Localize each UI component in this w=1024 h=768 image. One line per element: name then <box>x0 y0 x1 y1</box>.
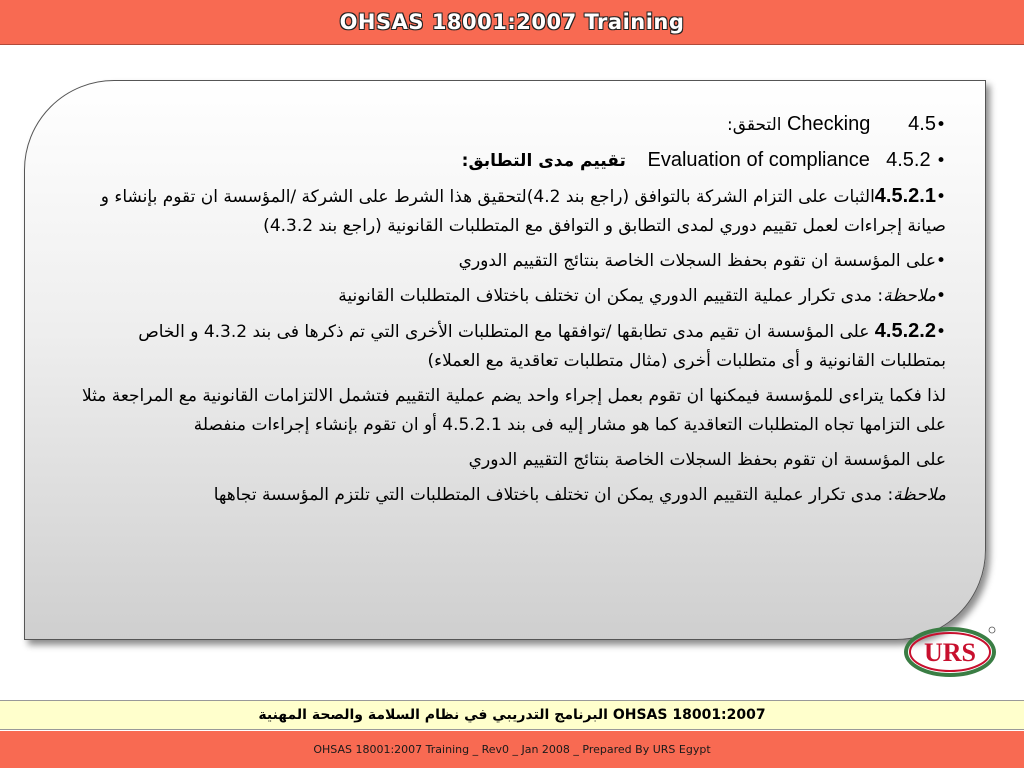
heading-checking <box>70 110 946 140</box>
section-title-ar: تقييم مدى التطابق: <box>461 151 626 171</box>
section-number: 4.5.2 <box>886 149 931 171</box>
urs-logo-icon <box>902 622 998 682</box>
section-title-en: Evaluation of compliance <box>647 149 870 171</box>
note-label: ملاحظة <box>883 286 936 306</box>
clause-number: 4.5.2.2 <box>874 320 936 342</box>
bullet: • <box>935 187 946 207</box>
note-frequency-2 <box>70 481 946 510</box>
paragraph-single-procedure <box>70 382 946 440</box>
paragraph-text: على المؤسسة ان تقوم بحفظ السجلات الخاصة بنتائج التقييم الدوري <box>458 251 936 271</box>
section-title-ar: التحقق: <box>727 115 782 135</box>
footer-bar <box>0 731 1024 768</box>
heading-evaluation <box>70 146 946 176</box>
paragraph-text: على المؤسسة ان تقوم بحفظ السجلات الخاصة بنتائج التقييم الدوري <box>468 450 946 470</box>
paragraph-text: الثبات على التزام الشركة بالتوافق (راجع بند 4.2)لتحقيق هذا الشرط على الشركة /المؤسسة ان تقوم بإنشاء و صيانة إجراءات لعمل تقييم دوري لمدى التطابق و التوافق مع المتطلبات القانونية (راجع بند 4.3.2) <box>100 187 946 236</box>
section-number: 4.5 <box>908 113 936 135</box>
paragraph-text: على المؤسسة ان تقيم مدى تطابقها /توافقها مع المتطلبات الأخرى التي تم ذكرها فى بند 4.3.2 و الخاص بمتطلبات القانونية و أى متطلبات أخرى (مثال متطلبات تعاقدية مع العملاء) <box>138 322 946 371</box>
bullet: • <box>935 286 946 306</box>
footer-caption: OHSAS 18001:2007 Training _ Rev0 _ Jan 2008 _ Prepared By URS Egypt <box>313 743 711 756</box>
bullet-records <box>70 247 946 276</box>
logo-text: URS <box>923 638 977 667</box>
clause-number: 4.5.2.1 <box>874 185 936 207</box>
body-text <box>70 110 946 516</box>
paragraph-4-5-2-2 <box>70 317 946 376</box>
note-text: : مدى تكرار عملية التقييم الدوري يمكن ان تختلف باختلاف المتطلبات القانونية <box>338 286 884 306</box>
program-title: البرنامج التدريبي في نظام السلامة والصحة المهنية OHSAS 18001:2007 <box>258 707 766 723</box>
header-bar <box>0 0 1024 45</box>
section-title-en: Checking <box>786 113 871 135</box>
bullet: • <box>935 322 946 342</box>
bullet: • <box>935 251 946 271</box>
bullet: • <box>935 151 946 171</box>
paragraph-4-5-2-1 <box>70 182 946 241</box>
note-text: : مدى تكرار عملية التقييم الدوري يمكن ان تختلف باختلاف المتطلبات التي تلتزم المؤسسة تجاهها <box>213 485 894 505</box>
program-title-bar <box>0 700 1024 730</box>
note-label: ملاحظة <box>893 485 946 505</box>
bullet: • <box>935 115 946 135</box>
note-frequency <box>70 282 946 311</box>
paragraph-records <box>70 446 946 475</box>
paragraph-text: لذا فكما يتراءى للمؤسسة فيمكنها ان تقوم بعمل إجراء واحد يضم عملية التقييم فتشمل الالتزامات القانونية مع المراجعة مثلا على التزامها تجاه المتطلبات التعاقدية كما هو مشار إليه فى بند 4.5.2.1 أو ان تقوم بإنشاء إجراءات منفصلة <box>81 386 946 435</box>
page-title: OHSAS 18001:2007 Training <box>339 10 685 34</box>
